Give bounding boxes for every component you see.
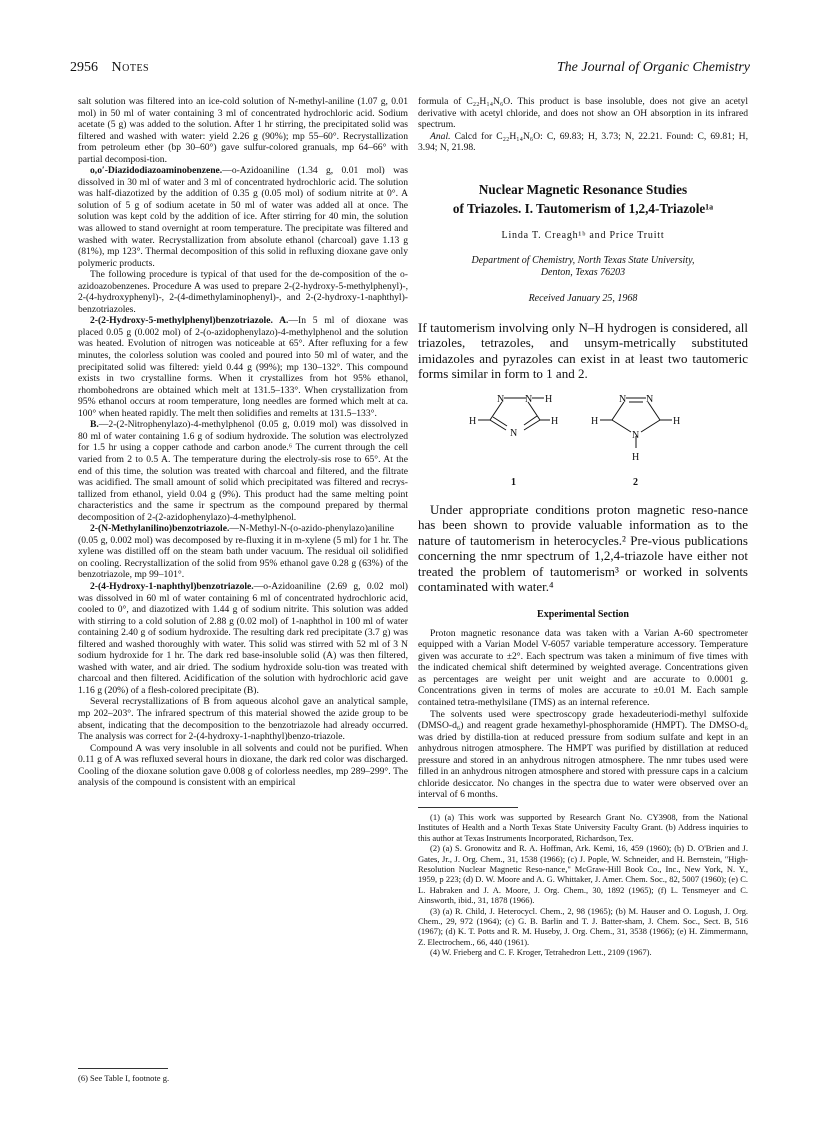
analysis-line: Anal. Calcd for C₂₂H₁₄N₆O: C, 69.83; H, 3.73; N, 22.21. Found: C, 69.81; H, 3.94; N, 21.98. <box>418 130 748 154</box>
paragraph: 2-(N-Methylanilino)benzotriazole.—N-Methyl-N-(o-azido-phenylazo)aniline (0.05 g, 0.002 mol) was decomposed by re-fluxing it in m-xylene (5 ml) for 1 hr. The xylene was distilled off on the steam bath under vacuum. The residual oil solidified on cooling. Recrystallization of the solid from 95% ethanol gave 0.28 g (63%) of the benzotriazole, mp 99–101°. <box>78 523 408 581</box>
paragraph: The solvents used were spectroscopy grade hexadeuteriodi-methyl sulfoxide (DMSO-d₆) and reagent grade hexamethyl-phosphoramide (HMPT). The DMSO-d₆ was dried by distilla-tion at reduced pressure from sodium sulfate and kept in an anhydrous nitrogen atmosphere. The HMPT was purified by distillation at reduced pressure and stored in an anhydrous nitrogen atmosphere. The nmr tubes used were filled in an anhydrous nitrogen atmosphere and stored with pressure caps in a calcium chloride desiccator. No changes in the spectra due to water were observed over an interval of 6 months. <box>418 708 748 801</box>
paragraph: Several recrystallizations of B from aqueous alcohol gave an analytical sample, mp 202–203°. The infrared spectrum of this material showed the azide group to be absent, indicating that the decomposition to the benzotriazole had already occurred. The analysis was correct for 2-(4-hydroxy-1-naphthyl)benzo-triazole. <box>78 696 408 743</box>
footnote: (2) (a) S. Gronowitz and R. A. Hoffman, Ark. Kemi, 16, 459 (1960); (b) D. O'Brien and J. Gates, Jr., J. Org. Chem., 31, 1538 (1966); (c) J. Pople, W. Schneider, and H. Bernstein, "High-Resolution Nuclear Magnetic Reso-nance," McGraw-Hill Book Co., Inc., New York, N. Y., 1959, p 223; (d) D. W. Moore and A. G. Whittaker, J. Amer. Chem. Soc., 82, 5007 (1960); (e) C. L. Habraken and J. A. Moore, J. Org. Chem., 30, 1892 (1965); (f) L. Tensmeyer and C. Ainsworth, ibid., 31, 1878 (1966). <box>418 843 748 906</box>
paragraph: The following procedure is typical of that used for the de-composition of the o-azidoazobenzenes. Procedure A was used to prepare 2-(2-hydroxy-5-methylphenyl)-, 2-(4-hydroxyphenyl)-, 2-(4-dimethylaminophenyl)-, and 2-(2-hydroxy-1-naphthyl)-benzotriazoles. <box>78 269 408 315</box>
structures-figure <box>418 388 748 492</box>
left-footnote-area <box>78 1068 408 1083</box>
triazole-structures <box>418 388 748 492</box>
atom-label: N <box>525 393 533 405</box>
atom-label: H <box>591 415 599 427</box>
journal-name: The Journal of Organic Chemistry <box>556 60 750 75</box>
section-heading: Experimental Section <box>537 608 629 620</box>
paragraph: 2-(4-Hydroxy-1-naphthyl)benzotriazole.—o-Azidoaniline (2.69 g, 0.02 mol) was dissolved in 60 ml of water containing 6 ml of concentrated hydrochloric acid, cooled to 0°, and diazotized with 1.44 g of sodium nitrite. This solution was added with stirring to a cold solution of 2.88 g (0.02 mol) of 1-naphthol in 100 ml of water containing 2.40 g of sodium hydroxide. The resulting dark red precipitate (3.7 g) was filtered and washed thoroughly with water. This solid was stirred with 52 ml of 3 N sodium hydroxide for 1 hr. The dark red base-insoluble solid (A) was then filtered, washed with water, and air dried. The sodium hydroxide solu-tion was treated with charcoal and then filtered. Acidification of the solution with hydrochloric acid gave 1.16 g (20%) of a flesh-colored precipitate (B). <box>78 580 408 696</box>
intro-paragraph: Under appropriate conditions proton magnetic reso-nance has been shown to provide valuable information as to the nature of tautomerism in heterocycles.² Pre-vious publications concerning the nmr spectrum of 1,2,4-triazole have either not treated the problem of tautomerism³ or worked in solvents contaminated with water.⁴ <box>418 501 748 595</box>
article-authors: Linda T. Creagh¹ᵇ and Price Truitt <box>501 229 665 241</box>
paragraph: o,o′-Diazidodiazoaminobenzene.—o-Azidoaniline (1.34 g, 0.01 mol) was dissolved in 30 ml of water and 3 ml of concentrated hydrochloric acid. The solution was half-diazotized by the addition of 0.35 g (0.05 mol) of sodium nitrite at 0°. A solution of 5 g of sodium acetate in 50 ml of water was added all at once. The solution was kept cold by the addition of ice. After stirring for 40 min, the solution was allowed to stand overnight at room temperature. The precipitate was filtered and washed with water. Recrystallization from absolute ethanol (charcoal) gave 1.13 g (81%), mp 123°. Thermal decomposition of this solid in refluxing dioxane gave only polymeric products. <box>78 165 408 269</box>
footnote-divider <box>418 807 518 808</box>
atom-label: N <box>510 427 518 439</box>
atom-label: H <box>469 415 477 427</box>
paragraph: B.—2-(2-Nitrophenylazo)-4-methylphenol (0.05 g, 0.019 mol) was dissolved in 80 ml of water containing 1.6 g of sodium hydroxide. The solution was electrolyzed for 1.5 hr using a copper cathode and carbon anode.⁶ The current through the cell varied from 2 to 0.5 A. The temperature during the electroly-sis rose to 65°. At the end of this time, the solution was treated with charcoal and filtered, and the filtrate was acidified. The small amount of solid which precipitated was filtered and recrys-tallized from ethanol, yield 0.04 g (9%). This product had the same melting point characteristics and the same ir spectrum as the compound prepared by thermal decomposition of 2-(2-azidophenylazo)-4-methylphenol. <box>78 419 408 523</box>
atom-label: N <box>497 393 505 405</box>
atom-label: H <box>673 415 681 427</box>
atom-label: H <box>632 451 640 463</box>
atom-label: H <box>551 415 559 427</box>
footnote: (1) (a) This work was supported by Research Grant No. CY3908, from the National Institutes of Health and a North Texas State University Faculty Grant. (b) Address inquiries to this author at Texas Instruments Incorporated, Richardson, Tex. <box>418 811 748 843</box>
atom-label: N <box>619 393 627 405</box>
footnote: (4) W. Frieberg and C. F. Kroger, Tetrahedron Lett., 2109 (1967). <box>430 947 652 958</box>
footnote: (6) See Table I, footnote g. <box>78 1073 170 1083</box>
right-column <box>418 96 748 958</box>
affiliation: Department of Chemistry, North Texas State University, Denton, Texas 76203 <box>471 254 695 278</box>
abstract-paragraph: If tautomerism involving only N–H hydrogen is considered, all triazoles, tetrazoles, and unsym-metrically substituted imidazoles and pyrazoles can exist in at least two tautomeric forms similar in form to 1 and 2. <box>418 319 748 382</box>
footnote: (3) (a) R. Child, J. Heterocycl. Chem., 2, 98 (1965); (b) M. Hauser and O. Logush, J. Org. Chem., 29, 972 (1964); (c) G. B. Barlin and T. J. Batter-sham, J. Chem. Soc., Sect. B, 516 (1967); (d) K. T. Potts and R. M. Huseby, J. Org. Chem., 31, 3538 (1966); (e) H. Zimmermann, Z. Electrochem., 66, 440 (1961). <box>418 905 748 947</box>
footnote-divider <box>78 1068 168 1069</box>
section-name: Notes <box>111 60 150 75</box>
paragraph: formula of C₂₂H₁₄N₆O. This product is base insoluble, does not give an acetyl derivative with acetyl chloride, and does not show an OH absorption in its infrared spectrum. <box>418 96 748 131</box>
article-title: Nuclear Magnetic Resonance Studies of Triazoles. I. Tautomerism of 1,2,4-Triazole¹ᵃ <box>452 181 714 216</box>
paragraph: salt solution was filtered into an ice-cold solution of N-methyl-aniline (1.07 g, 0.01 mol) in 50 ml of water containing 3 ml of concentrated hydrochloric acid. Sodium acetate (5 g) was added to the solution. After 1 hr stirring, the precipitated solid was filtered and washed with water: yield 2.26 g (90%); mp 55–60°. Recrystallization from petroleum ether (bp 30–60°) gave sulfur-colored granuals, mp 64–66° with partial decomposi-tion. <box>78 96 408 165</box>
atom-label: N <box>646 393 654 405</box>
atom-label: N <box>632 429 640 441</box>
paragraph: 2-(2-Hydroxy-5-methylphenyl)benzotriazole. A.—In 5 ml of dioxane was placed 0.05 g (0.002 mol) of 2-(o-azidophenylazo)-4-methylphenol and the solution was heated. Evolution of nitrogen was noticeable at 65°. After refluxing for a few minutes, the colorless solution was cooled and poured into 50 ml of water, and the precipitated solid was filtered: yield 0.44 g (99%); mp 130–132°. This compound exists in two crystalline forms. When it crystallizes from hot 95% ethanol, rhombohedrons are obtained which melt at 131.5–133°. When crystallization from 95% ethanol occurs at room temperature, long needles are formed which melt at ca. 100° when heated rapidly. The melt then solidifies and remelts at 131.5–133°. <box>78 315 408 419</box>
compound-number: 1 <box>511 476 516 488</box>
page-number: 2956 <box>70 60 98 75</box>
compound-number: 2 <box>633 476 638 488</box>
paragraph: Proton magnetic resonance data was taken with a Varian A-60 spectrometer equipped with a Varian Model V-6057 variable temperature accessory. Temperature given was accurate to ±2°. Each spectrum was taken a minimum of five times with the indicated chemical shift determined by weighted average. Concentrations given as percentages are weight per unit weight and are accurate to 0.0001 g. Concentrations given in terms of moles are accurate to ±0.01 M. Each sample contained tetra-methylsilane (TMS) as an internal reference. <box>418 627 748 709</box>
atom-label: H <box>545 393 553 405</box>
left-column <box>78 96 408 789</box>
page-header <box>70 60 750 80</box>
received-date: Received January 25, 1968 <box>528 292 638 304</box>
paragraph: Compound A was very insoluble in all solvents and could not be purified. When 0.11 g of A was refluxed several hours in dioxane, the dark red color was discharged. Cooling of the dioxane solution gave 0.008 g of colorless needles, mp 289–299°. The analysis of the compound is consistent with an empirical <box>78 742 408 789</box>
